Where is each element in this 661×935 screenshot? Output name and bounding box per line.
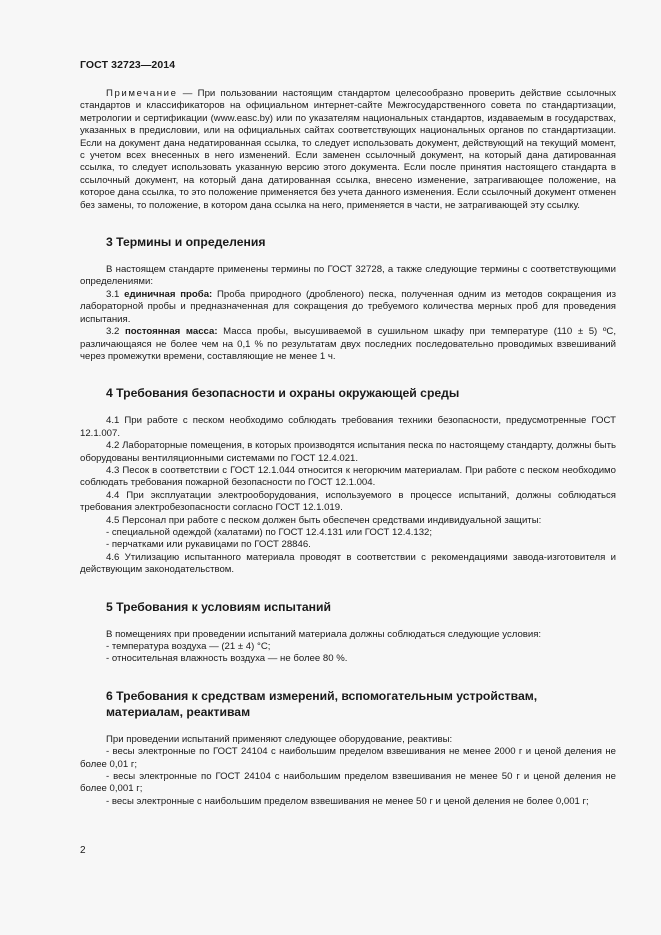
note-text: — При пользовании настоящим стандартом целесообразно проверить действие ссылочных стандартов и классификаторов на официальном интернет-сайте Межгосударственного совета по стандартизации, метрологии и сертификации (www.easc.by) или по указателям национальных стандартов, издаваемым в государствах, указанных в предисловии, или на официальных сайтах соответствующих национальных органов по стандартизации. Если на документ дана недатированная ссылка, то следует использовать документ, действующий на текущий момент, с учетом всех внесенных в него изменений. Если заменен ссылочный документ, на который дана датированная ссылка, то следует использовать указанную версию этого документа. Если после принятия настоящего стандарта в ссылочный документ, на который дана датированная ссылка, внесено изменение, затрагивающее положение, на которое дана ссылка, то это положение применяется без учета данного изменения. Если ссылочный документ отменен без замены, то положение, в котором дана ссылка на него, применяется в части, не затрагивающей эту ссылку.	[80, 88, 616, 211]
note-paragraph	[80, 88, 616, 212]
clause-4-1: 4.1 При работе с песком необходимо соблюдать требования техники безопасности, предусмотренные ГОСТ 12.1.007.	[80, 415, 616, 439]
list-item: - температура воздуха — (21 ± 4) °С;	[106, 641, 271, 652]
clause-4-3: 4.3 Песок в соответствии с ГОСТ 12.1.044 относится к негорючим материалам. При работе с песком необходимо соблюдать требования пожарной безопасности по ГОСТ 12.1.004.	[80, 464, 616, 489]
section-6-heading: 6 Требования к средствам измерений, вспомогательным устройствам, материалам, реактивам	[106, 688, 538, 719]
list-item: - весы электронные с наибольшим пределом взвешивания не менее 50 г и ценой деления не более 0,001 г;	[106, 795, 589, 807]
term-3-2-name: постоянная масса:	[124, 326, 218, 338]
term-3-1-name: единичная проба:	[124, 288, 213, 300]
list-item: - весы электронные по ГОСТ 24104 с наибольшим пределом взвешивания не менее 2000 г и ценой деления не более 0,01 г;	[80, 746, 616, 770]
note-label: Примечание	[106, 88, 178, 99]
clause-4-5: 4.5 Персонал при работе с песком должен быть обеспечен средствами индивидуальной защиты:	[106, 514, 542, 526]
clause-4-2: 4.2 Лабораторные помещения, в которых производятся испытания песка по настоящему стандарту, должны быть оборудованы вентиляционными системами по ГОСТ 12.4.021.	[80, 440, 616, 464]
list-item: - специальной одеждой (халатами) по ГОСТ 12.4.131 или ГОСТ 12.4.132;	[106, 526, 433, 538]
term-3-2: 3.2 постоянная масса: Масса пробы, высушиваемой в сушильном шкафу при температуре (110 ± 5) ºС, различающаяся не более чем на 0,1 % по результатам двух последних последовательно проводимых взвешиваний через промежутки времени, составляющие не менее 1 ч.	[80, 326, 616, 362]
section-4-heading: 4 Требования безопасности и охраны окружающей среды	[106, 386, 460, 401]
clause-4-4: 4.4 При эксплуатации электрооборудования, используемого в процессе испытаний, должны соблюдаться требования электробезопасности согласно ГОСТ 12.1.019.	[80, 489, 616, 514]
document-id-header: ГОСТ 32723—2014	[80, 59, 176, 71]
section-5-intro: В помещениях при проведении испытаний материала должны соблюдаться следующие условия:	[106, 628, 542, 640]
list-item: - перчатками или рукавицами по ГОСТ 28846.	[106, 539, 311, 551]
section-3-intro: В настоящем стандарте применены термины по ГОСТ 32728, а также следующие термины с соответствующими определениями:	[80, 264, 616, 288]
clause-4-6: 4.6 Утилизацию испытанного материала проводят в соответствии с рекомендациями завода-изготовителя и действующим законодательством.	[80, 551, 616, 576]
page-content	[80, 88, 616, 808]
section-3-heading: 3 Термины и определения	[106, 235, 266, 250]
section-5-heading: 5 Требования к условиям испытаний	[106, 599, 332, 614]
page-number: 2	[80, 845, 86, 856]
list-item: - весы электронные по ГОСТ 24104 с наибольшим пределом взвешивания не менее 50 г и ценой деления не более 0,001 г;	[80, 771, 616, 795]
section-6-intro: При проведении испытаний применяют следующее оборудование, реактивы:	[106, 733, 453, 745]
term-3-1: 3.1 единичная проба: Проба природного (дробленого) песка, полученная одним из методов сокращения из лабораторной пробы и предназначенная для сокращения до требуемого количества мерных проб для проведения испытания.	[80, 288, 616, 325]
list-item: - относительная влажность воздуха — не более 80 %.	[106, 653, 348, 665]
